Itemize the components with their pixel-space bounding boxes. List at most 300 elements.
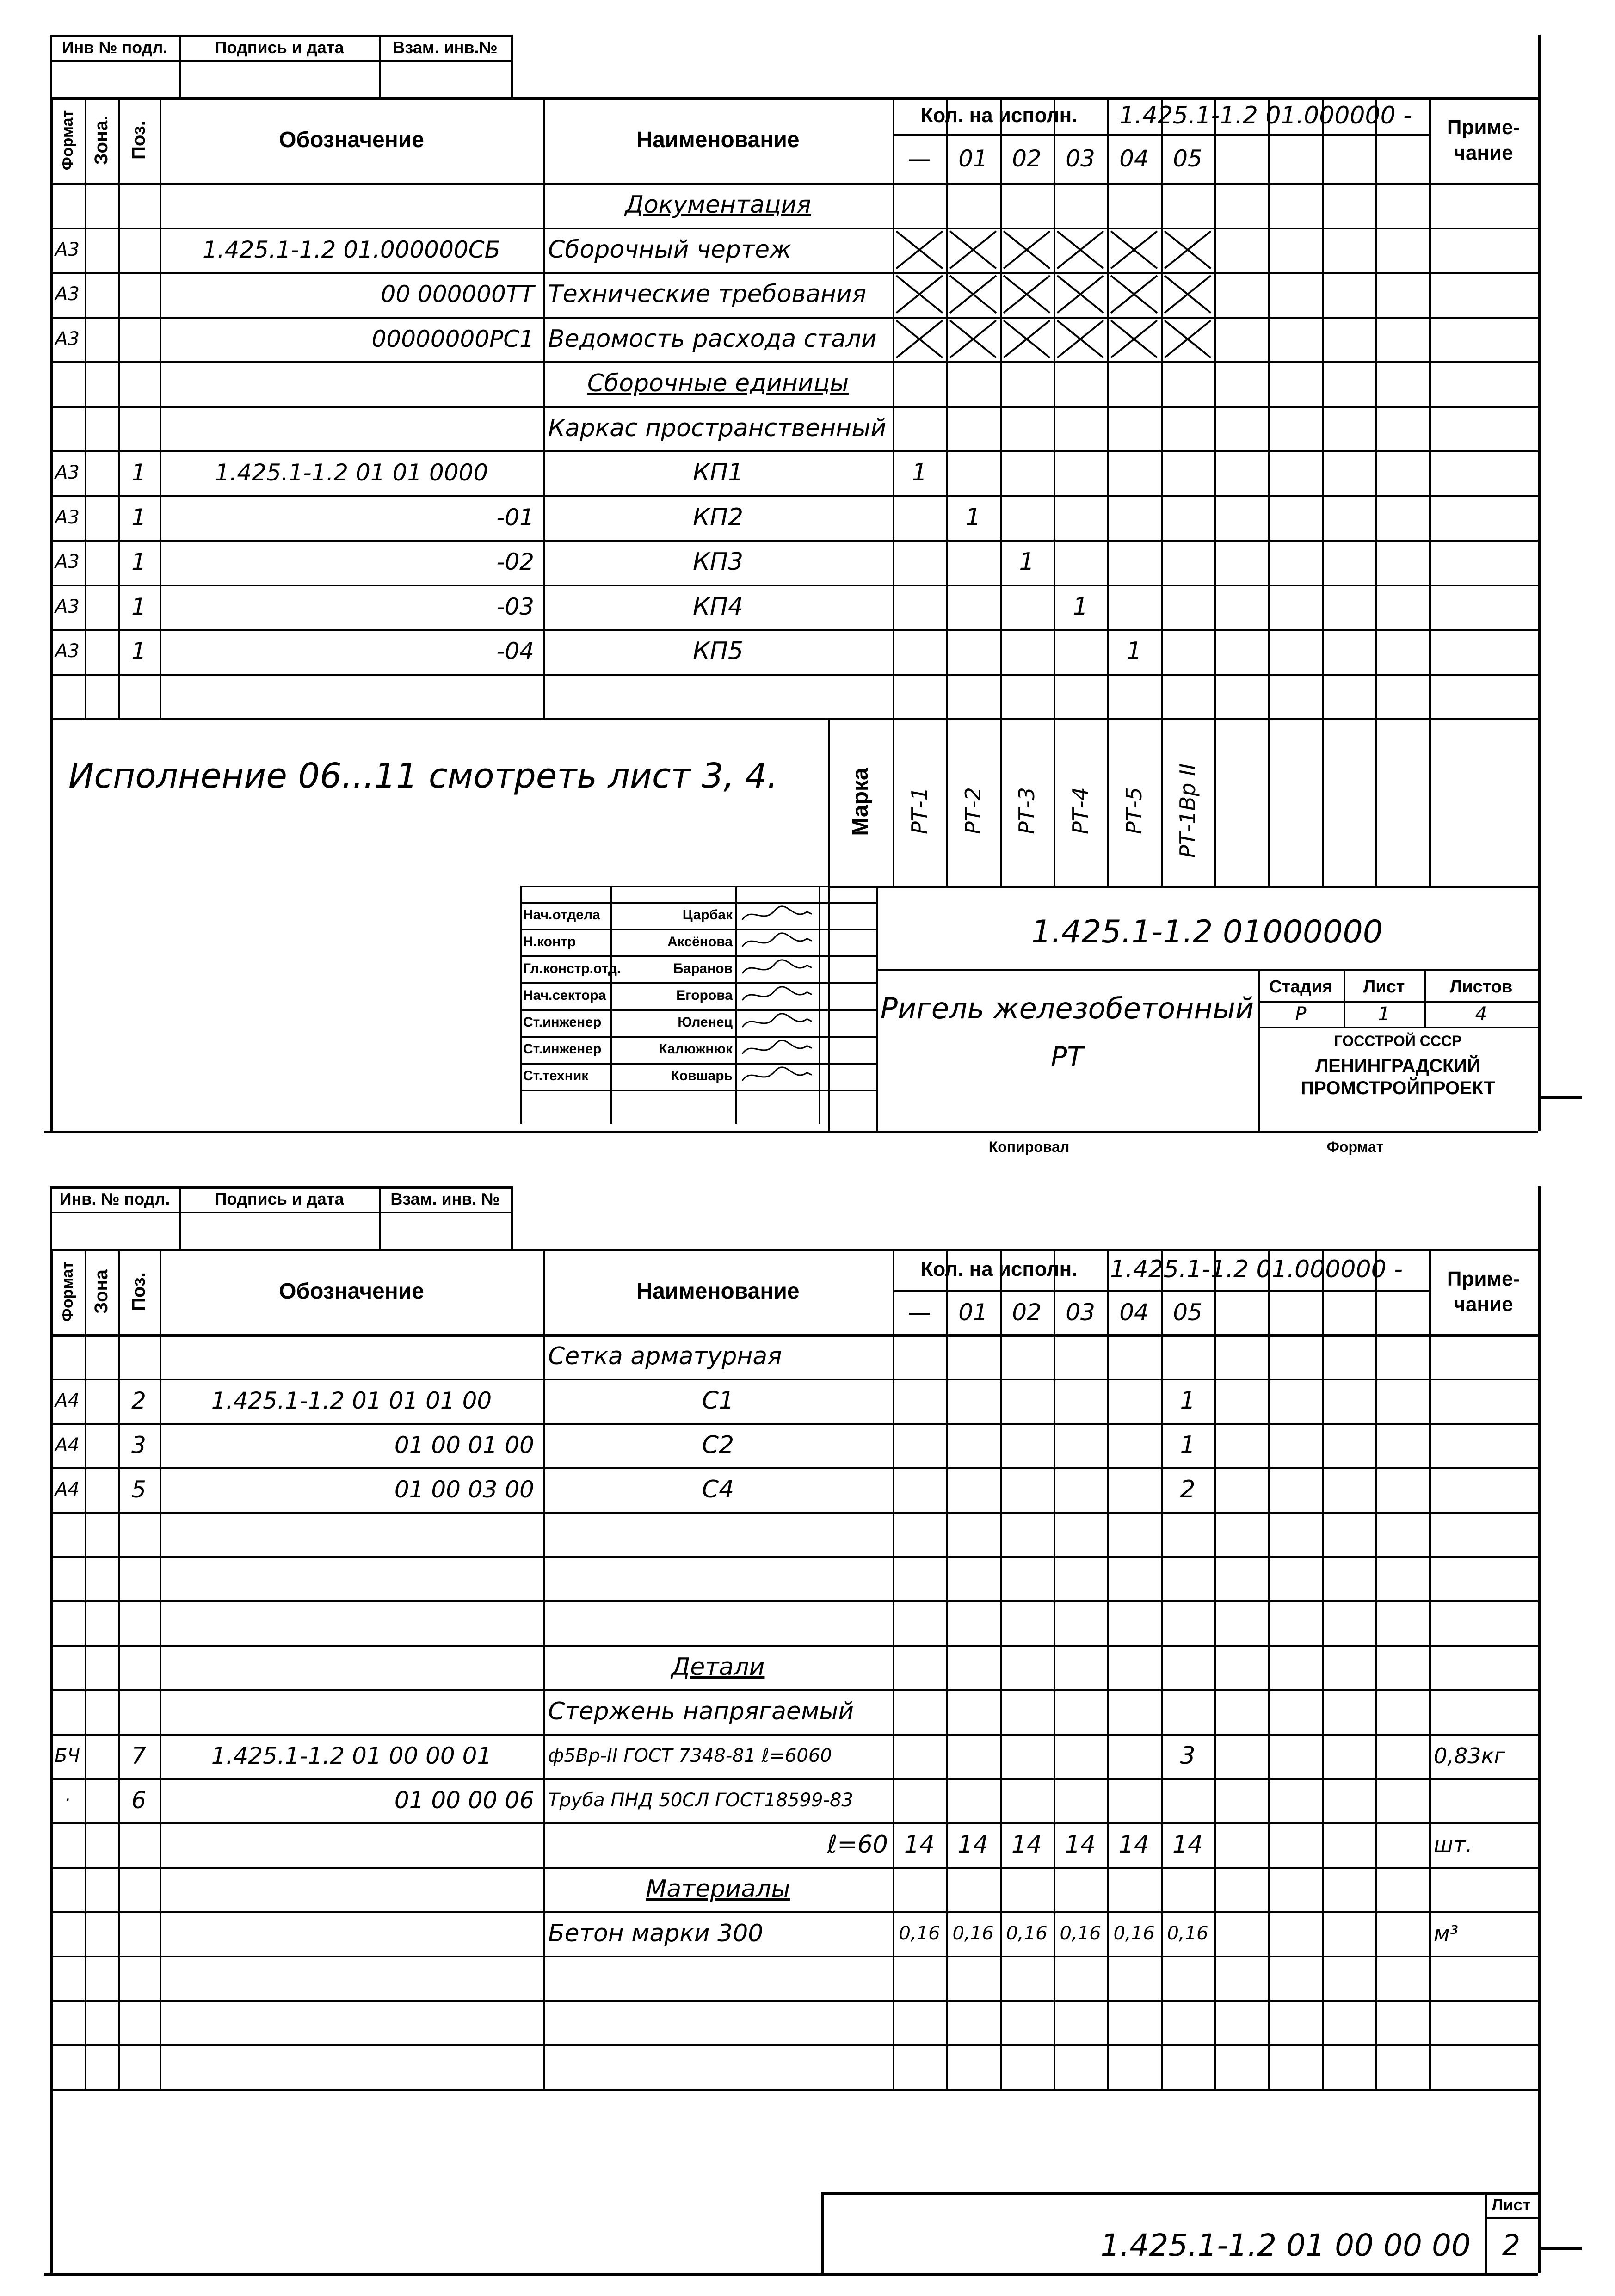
signature-col-line xyxy=(520,886,522,1124)
row-pos-cell: 1 xyxy=(131,593,146,620)
signature-role: Нач.отдела xyxy=(523,907,600,923)
qty-cell xyxy=(1107,1600,1161,1645)
row-designation-cell xyxy=(169,1867,534,1911)
qty-header-label: Кол. на исполн. xyxy=(920,1258,1078,1280)
qty-cell xyxy=(1054,183,1107,228)
qty-cell xyxy=(893,540,946,585)
column-divider xyxy=(160,97,161,718)
row-name-cell: Стержень напрягаемый xyxy=(548,1698,854,1725)
marks-bottom-line xyxy=(828,886,1538,888)
qty-cell xyxy=(1161,183,1214,228)
row-note-cell: 0,83кг xyxy=(1434,1743,1505,1768)
qty-cell xyxy=(1000,1334,1054,1379)
qty-cell xyxy=(893,1778,946,1822)
qty-cell xyxy=(1161,2000,1214,2044)
qty-cell xyxy=(1107,1867,1161,1911)
qty-cell xyxy=(1000,406,1054,451)
copied-label: Копировал xyxy=(988,1138,1070,1155)
signature-name: Баранов xyxy=(673,961,733,976)
row-format-cell: А3 xyxy=(55,596,80,617)
qty-cell xyxy=(893,183,946,228)
row-name-cell: КП1 xyxy=(692,459,744,487)
row-designation-cell: -02 xyxy=(496,548,534,576)
row-name-cell: С4 xyxy=(702,1476,734,1503)
qty-cell xyxy=(1054,1734,1107,1778)
row-name-cell: КП3 xyxy=(692,548,744,576)
row-designation-cell xyxy=(169,1556,534,1600)
row-note-cell: шт. xyxy=(1434,1832,1473,1857)
qty-cell xyxy=(893,1956,946,2000)
row-designation-cell xyxy=(169,1822,534,1867)
row-designation-cell: 1.425.1-1.2 01 01 01 00 xyxy=(211,1387,492,1414)
row-name-cell: КП2 xyxy=(692,503,744,531)
drawing-title: Ригель железобетонный xyxy=(880,991,1254,1025)
qty-cell xyxy=(1054,1467,1107,1512)
row-pos-cell: 2 xyxy=(131,1387,146,1414)
row-pos-cell xyxy=(118,2044,160,2089)
frame-right-line xyxy=(1538,35,1541,1131)
qty-cell xyxy=(1161,1556,1214,1600)
section-title: Детали xyxy=(671,1653,765,1681)
signature-role: Ст.техник xyxy=(523,1068,589,1083)
qty-cross-mark xyxy=(946,272,1000,317)
org-ministry: ГОССТРОЙ СССР xyxy=(1334,1032,1462,1049)
qty-cell xyxy=(1161,450,1214,495)
row-format-cell xyxy=(50,2000,85,2044)
qty-cell xyxy=(893,629,946,674)
column-divider xyxy=(118,97,120,718)
row-format-cell: А4 xyxy=(55,1479,80,1500)
row-designation-cell xyxy=(169,183,534,228)
qty-cell xyxy=(893,1689,946,1734)
row-format-cell xyxy=(50,1600,85,1645)
row-name-cell xyxy=(548,1600,888,1645)
row-format-cell xyxy=(50,1822,85,1867)
qty-cell xyxy=(1054,1423,1107,1467)
qty-cell xyxy=(1054,629,1107,674)
qty-cell xyxy=(893,1467,946,1512)
row-pos-cell xyxy=(118,1689,160,1734)
column-divider xyxy=(1322,1249,1324,2089)
qty-cell xyxy=(1107,1379,1161,1423)
qty-cell: 3 xyxy=(1180,1742,1196,1770)
qty-cell xyxy=(1054,1334,1107,1379)
variant-header-4: 04 xyxy=(1119,145,1149,172)
qty-cell xyxy=(1161,1334,1214,1379)
row-pos-cell xyxy=(118,183,160,228)
qty-cell xyxy=(1107,406,1161,451)
stamp-divider xyxy=(511,1186,513,1249)
qty-cell xyxy=(893,1734,946,1778)
qty-cross-mark xyxy=(1107,272,1161,317)
row-name-cell xyxy=(548,1512,888,1556)
col-pos-header: Поз. xyxy=(128,120,149,160)
qty-cell xyxy=(1107,2000,1161,2044)
row-designation-cell: 01 00 01 00 xyxy=(394,1432,534,1459)
row-format-cell: · xyxy=(64,1790,70,1811)
qty-cell xyxy=(1054,450,1107,495)
qty-cell xyxy=(1054,406,1107,451)
row-name-cell: Труба ПНД 50СЛ ГОСТ18599-83 xyxy=(548,1790,853,1811)
row-pos-cell: 1 xyxy=(131,459,146,486)
signature-image xyxy=(738,1038,816,1061)
qty-cell xyxy=(1161,2044,1214,2089)
frame-tick-line xyxy=(1538,1096,1582,1099)
row-designation-cell: -01 xyxy=(496,504,534,531)
qty-cross-mark xyxy=(893,272,946,317)
row-pos-cell xyxy=(118,1556,160,1600)
frame-left-line xyxy=(50,718,53,1131)
signature-name: Юленец xyxy=(678,1015,733,1030)
sheet1-bottom-line xyxy=(44,1131,1538,1133)
row-format-cell xyxy=(50,1911,85,1956)
qty-cell xyxy=(1107,1645,1161,1689)
row-pos-cell xyxy=(118,1600,160,1645)
row-note-cell xyxy=(1434,1334,1533,1379)
row-pos-cell: 7 xyxy=(131,1742,146,1769)
qty-cell xyxy=(1161,406,1214,451)
qty-cell xyxy=(1054,1956,1107,2000)
qty-cell xyxy=(1107,1956,1161,2000)
stage-label: Стадия xyxy=(1269,977,1332,997)
qty-cell xyxy=(893,2000,946,2044)
row-pos-cell xyxy=(118,228,160,272)
row-name-cell xyxy=(548,2000,888,2044)
footer-sheet-number: 2 xyxy=(1502,2228,1521,2262)
qty-cell xyxy=(1000,495,1054,540)
qty-cell xyxy=(946,2044,1000,2089)
row-note-cell xyxy=(1434,1467,1533,1512)
row-line xyxy=(50,2089,1538,2091)
row-designation-cell xyxy=(169,406,534,451)
signature-image xyxy=(738,1011,816,1034)
qty-cell xyxy=(1161,629,1214,674)
column-divider xyxy=(543,1249,545,2089)
signature-role: Гл.констр.отд. xyxy=(523,961,621,976)
qty-cell xyxy=(1000,1689,1054,1734)
stamp-sign-label: Подпись и дата xyxy=(215,1189,344,1208)
row-format-cell xyxy=(50,674,85,719)
qty-cell: 2 xyxy=(1180,1476,1196,1503)
qty-cross-mark xyxy=(1000,228,1054,272)
col-designation-header: Обозначение xyxy=(279,1279,424,1304)
row-pos-cell xyxy=(118,361,160,406)
row-name-cell: Технические требования xyxy=(548,280,867,308)
row-designation-cell xyxy=(169,361,534,406)
qty-cell xyxy=(1054,2000,1107,2044)
row-designation-cell xyxy=(169,1334,534,1379)
variant-header-1: 01 xyxy=(958,1299,988,1326)
signature-image xyxy=(738,984,816,1007)
qty-cross-mark xyxy=(893,228,946,272)
row-designation-cell: 01 00 03 00 xyxy=(394,1476,534,1503)
row-designation-cell: 1.425.1-1.2 01 01 0000 xyxy=(215,459,488,486)
row-format-cell: А3 xyxy=(55,551,80,573)
qty-cell xyxy=(1107,361,1161,406)
qty-cell xyxy=(946,1512,1000,1556)
row-designation-cell: -03 xyxy=(496,593,534,620)
row-format-cell xyxy=(50,406,85,451)
footer-top-line xyxy=(821,2192,1538,2195)
drawing-title-mark: РТ xyxy=(1051,1041,1084,1072)
row-pos-cell xyxy=(118,1867,160,1911)
title-code-line xyxy=(876,969,1538,971)
qty-cell xyxy=(1107,1778,1161,1822)
qty-cell xyxy=(1107,1734,1161,1778)
row-note-cell: м³ xyxy=(1434,1921,1459,1946)
variant-header-1: 01 xyxy=(958,145,988,172)
qty-cell: 0,16 xyxy=(1113,1923,1155,1944)
row-pos-cell: 5 xyxy=(131,1476,146,1503)
qty-cell xyxy=(946,1556,1000,1600)
row-pos-cell xyxy=(118,1911,160,1956)
qty-cell xyxy=(1054,1778,1107,1822)
qty-cell xyxy=(893,1556,946,1600)
row-name-cell: КП5 xyxy=(692,637,744,665)
row-designation-cell: 1.425.1-1.2 01.000000СБ xyxy=(203,236,500,263)
row-format-cell xyxy=(50,1956,85,2000)
qty-cell xyxy=(1000,1600,1054,1645)
signature-image xyxy=(738,957,816,980)
org-name-2: ПРОМСТРОЙПРОЕКТ xyxy=(1301,1077,1495,1098)
col-note-header: Приме- чание xyxy=(1447,116,1520,164)
qty-cell xyxy=(946,1334,1000,1379)
row-note-cell xyxy=(1434,1867,1533,1911)
qty-cell xyxy=(1107,495,1161,540)
qty-cell xyxy=(946,1867,1000,1911)
variant-header-5: 05 xyxy=(1173,145,1202,172)
mark-label: РТ-4 xyxy=(1068,787,1093,834)
qty-cell xyxy=(946,1600,1000,1645)
qty-cell xyxy=(1000,1867,1054,1911)
row-note-cell xyxy=(1434,1689,1533,1734)
sheet-label: Лист xyxy=(1363,977,1405,997)
row-format-cell: А3 xyxy=(55,640,80,662)
qty-cell: 1 xyxy=(1180,1387,1196,1415)
signature-role: Н.контр xyxy=(523,934,576,949)
qty-cell xyxy=(1054,1645,1107,1689)
row-name-cell: Бетон марки 300 xyxy=(548,1920,764,1947)
column-divider xyxy=(1322,97,1324,886)
column-divider xyxy=(50,97,53,718)
qty-cell xyxy=(893,406,946,451)
qty-cell xyxy=(1054,1512,1107,1556)
qty-cell xyxy=(1000,1956,1054,2000)
column-divider xyxy=(1161,1249,1163,2089)
qty-cell xyxy=(1161,1778,1214,1822)
qty-cell xyxy=(893,674,946,719)
qty-cell xyxy=(1107,1689,1161,1734)
variant-header-0: — xyxy=(908,145,931,172)
signature-name: Ковшарь xyxy=(671,1068,733,1083)
row-pos-cell xyxy=(118,1645,160,1689)
qty-cell xyxy=(1000,1778,1054,1822)
row-name-cell xyxy=(548,1556,888,1600)
row-designation-cell xyxy=(169,1911,534,1956)
qty-cell xyxy=(1000,1734,1054,1778)
row-name-cell: ℓ=60 xyxy=(827,1831,888,1859)
column-divider xyxy=(1375,1249,1377,2089)
row-note-cell xyxy=(1434,1600,1533,1645)
qty-cross-mark xyxy=(946,228,1000,272)
footer-sheet-line xyxy=(1485,2217,1538,2219)
row-pos-cell: 3 xyxy=(131,1432,146,1459)
qty-cell: 0,16 xyxy=(1167,1923,1208,1944)
qty-cell: 1 xyxy=(965,503,981,531)
qty-cell xyxy=(1000,585,1054,629)
qty-cell xyxy=(1000,2044,1054,2089)
row-note-cell xyxy=(1434,1645,1533,1689)
row-format-cell: А4 xyxy=(55,1390,80,1411)
qty-cell xyxy=(1161,1689,1214,1734)
row-name-cell xyxy=(548,674,888,719)
qty-cell xyxy=(1107,1334,1161,1379)
row-format-cell xyxy=(50,1512,85,1556)
qty-cell xyxy=(1161,674,1214,719)
stamp-mid-line xyxy=(50,1212,511,1213)
qty-cell xyxy=(893,1645,946,1689)
qty-cell xyxy=(946,183,1000,228)
qty-cell xyxy=(893,1423,946,1467)
qty-cell xyxy=(1054,1867,1107,1911)
qty-cell xyxy=(1000,629,1054,674)
row-designation-cell: 00000000РС1 xyxy=(371,325,534,352)
col-format-header: Формат xyxy=(58,110,76,170)
row-designation-cell xyxy=(169,1600,534,1645)
stamp-mid-line xyxy=(50,60,511,62)
row-note-cell xyxy=(1434,1423,1533,1467)
row-pos-cell xyxy=(118,674,160,719)
row-designation-cell xyxy=(169,1689,534,1734)
qty-cell xyxy=(1000,183,1054,228)
row-format-cell: А3 xyxy=(55,239,80,260)
row-pos-cell xyxy=(118,2000,160,2044)
qty-cell xyxy=(1161,1645,1214,1689)
row-format-cell xyxy=(50,183,85,228)
variant-header-5: 05 xyxy=(1173,1299,1202,1326)
qty-cross-mark xyxy=(1161,228,1214,272)
qty-cross-mark xyxy=(893,317,946,362)
sheet2-bottom-line xyxy=(44,2273,1538,2276)
qty-cell xyxy=(1054,1689,1107,1734)
row-note-cell xyxy=(1434,1956,1533,2000)
qty-cell xyxy=(946,1467,1000,1512)
qty-cell xyxy=(946,585,1000,629)
row-name-cell: Ведомость расхода стали xyxy=(548,325,877,353)
column-divider xyxy=(1429,1249,1431,2089)
qty-cell xyxy=(893,1867,946,1911)
variant-header-2: 02 xyxy=(1012,1299,1042,1326)
row-format-cell xyxy=(50,1867,85,1911)
qty-cross-mark xyxy=(946,317,1000,362)
qty-cell xyxy=(1107,1556,1161,1600)
qty-cell: 1 xyxy=(1126,637,1142,665)
variant-header-0: — xyxy=(908,1299,931,1326)
row-format-cell: А3 xyxy=(55,283,80,305)
qty-cell: 1 xyxy=(1019,548,1035,576)
qty-cell xyxy=(1107,1423,1161,1467)
qty-cell xyxy=(1161,495,1214,540)
row-format-cell xyxy=(50,1689,85,1734)
stage-value: Р xyxy=(1295,1003,1307,1025)
col-zone-header: Зона xyxy=(91,1269,111,1314)
sheets-label: Листов xyxy=(1449,977,1513,997)
column-divider xyxy=(50,1249,53,2089)
row-pos-cell xyxy=(118,1512,160,1556)
qty-cross-mark xyxy=(1000,317,1054,362)
row-note-cell xyxy=(1434,1778,1533,1822)
col-zone-header: Зона. xyxy=(91,115,111,165)
qty-cell xyxy=(1054,1379,1107,1423)
qty-cell xyxy=(1107,450,1161,495)
column-divider xyxy=(946,1249,948,2089)
row-format-cell xyxy=(50,1334,85,1379)
column-divider xyxy=(1054,1249,1055,2089)
frame-tick-line xyxy=(1538,2247,1582,2250)
qty-cell xyxy=(893,495,946,540)
row-format-cell: А3 xyxy=(55,462,80,484)
qty-cell xyxy=(893,2044,946,2089)
row-note-cell xyxy=(1434,2044,1533,2089)
row-format-cell xyxy=(50,1645,85,1689)
mark-label: РТ-1 xyxy=(907,787,932,834)
qty-cell xyxy=(946,1379,1000,1423)
footer-left-line xyxy=(821,2192,824,2273)
frame-left-line xyxy=(50,2089,53,2273)
qty-cell: 0,16 xyxy=(1006,1923,1048,1944)
col-pos-header: Поз. xyxy=(128,1272,149,1311)
qty-cell xyxy=(893,585,946,629)
qty-cross-mark xyxy=(1054,317,1107,362)
qty-cell xyxy=(1000,1423,1054,1467)
signature-name: Калюжнюк xyxy=(659,1041,733,1057)
signature-role: Ст.инженер xyxy=(523,1041,602,1057)
qty-cell xyxy=(1000,1556,1054,1600)
qty-cell xyxy=(946,629,1000,674)
qty-cell: 0,16 xyxy=(1060,1923,1101,1944)
row-pos-cell: 1 xyxy=(131,638,146,665)
row-name-cell: КП4 xyxy=(692,592,744,621)
stage-value-line xyxy=(1258,1027,1538,1028)
stamp-vzam-label: Взам. инв.№ xyxy=(393,37,498,57)
row-pos-cell xyxy=(118,1822,160,1867)
signature-col-line xyxy=(735,886,737,1124)
qty-cell xyxy=(946,450,1000,495)
qty-cell xyxy=(893,1379,946,1423)
column-divider xyxy=(543,97,545,718)
qty-cell xyxy=(893,1334,946,1379)
variant-header-4: 04 xyxy=(1119,1299,1149,1326)
qty-cell xyxy=(1000,2000,1054,2044)
qty-cell: 14 xyxy=(957,1831,989,1859)
qty-cell xyxy=(1107,585,1161,629)
row-note-cell xyxy=(1434,1512,1533,1556)
qty-cross-mark xyxy=(1054,228,1107,272)
qty-cell xyxy=(946,1689,1000,1734)
row-designation-cell: -04 xyxy=(496,638,534,665)
format-label: Формат xyxy=(1326,1138,1384,1155)
signature-col-line xyxy=(610,886,612,1124)
row-designation-cell xyxy=(169,674,534,719)
qty-header-code: 1.425.1-1.2 01.000000 - xyxy=(1119,102,1412,129)
variant-header-2: 02 xyxy=(1012,145,1042,172)
qty-cell xyxy=(1161,1867,1214,1911)
row-name-cell xyxy=(548,2044,888,2089)
signature-name: Аксёнова xyxy=(667,934,733,949)
qty-cell xyxy=(1107,2044,1161,2089)
mark-label: РТ-3 xyxy=(1014,787,1039,834)
column-divider xyxy=(1268,1249,1270,2089)
